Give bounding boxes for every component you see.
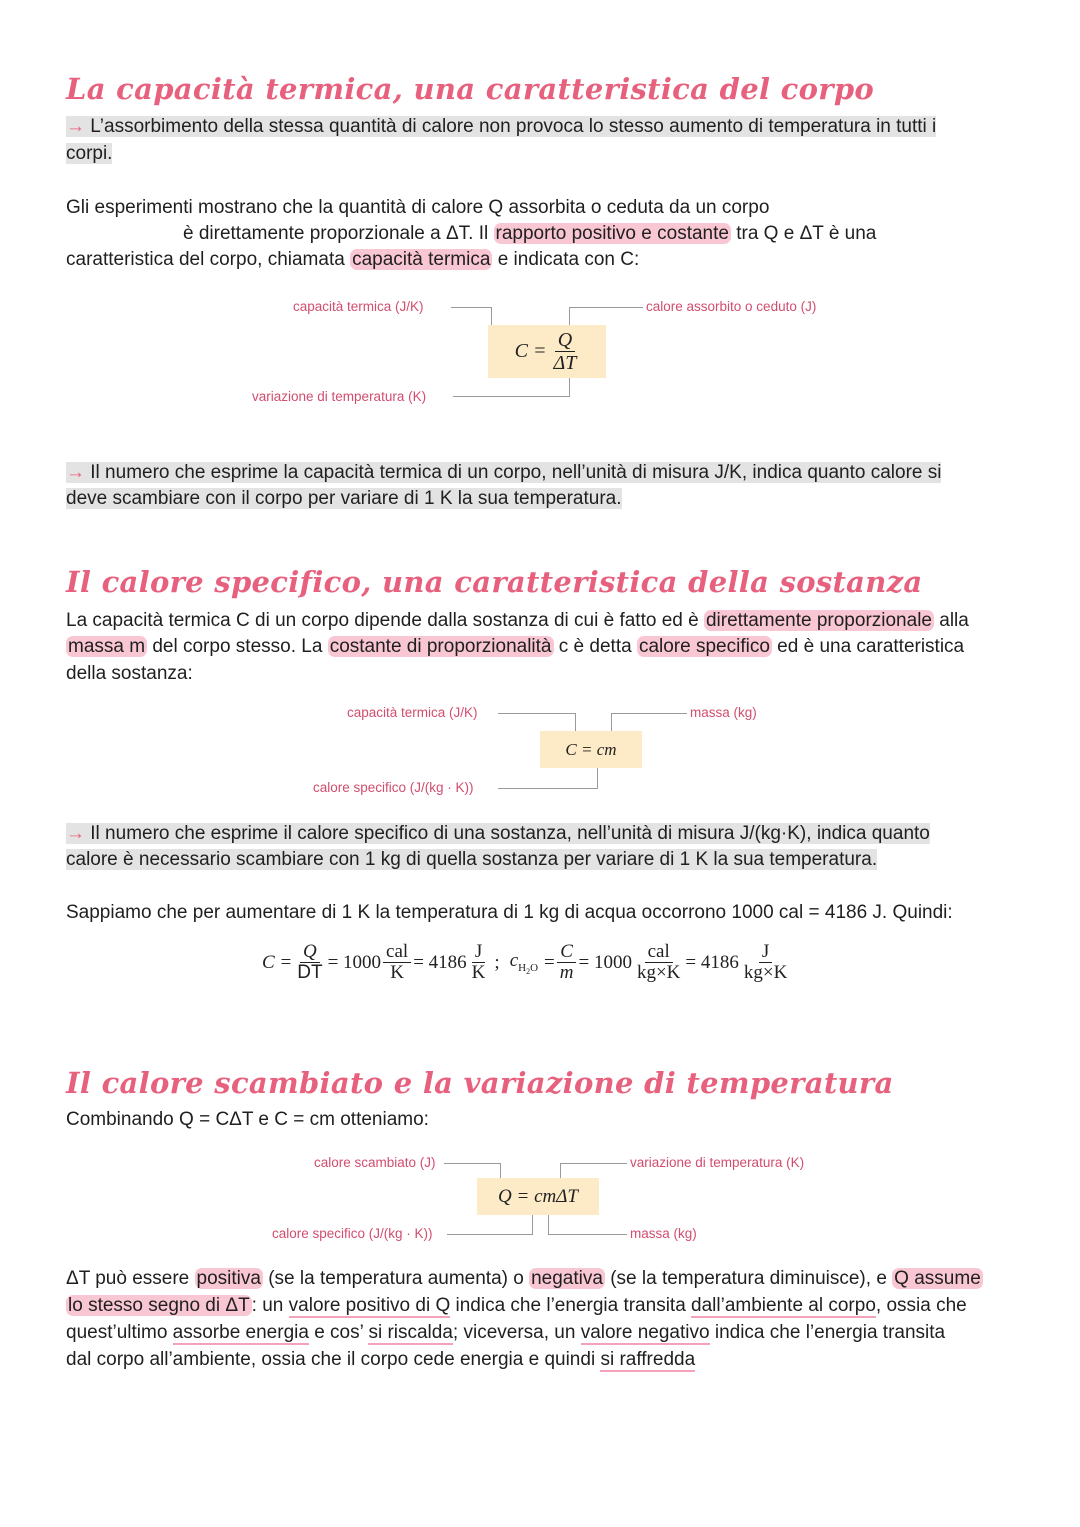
- eq-k: K: [390, 961, 404, 983]
- highlight-negative: negativa: [531, 1268, 603, 1289]
- eq-h: H: [518, 961, 527, 974]
- statement-text: L’assorbimento della stessa quantità di calore non provoca lo stesso aumento di temperatura in tutti i: [85, 116, 937, 137]
- label-temperature-change: variazione di temperatura (K): [252, 389, 427, 404]
- eq-dt: DT: [297, 961, 323, 983]
- paragraph-line: [183, 223, 876, 245]
- text: indica che l’energia transita: [450, 1295, 692, 1316]
- highlight-heat-capacity: capacità termica: [352, 249, 491, 270]
- text: (se la temperatura aumenta) o: [262, 1268, 530, 1289]
- leader-line: [498, 768, 598, 789]
- eq-c-num: C: [557, 942, 576, 963]
- text: La capacità termica C di un corpo dipende dalla sostanza di cui è fatto ed è: [66, 610, 704, 631]
- text: (se la temperatura diminuisce), e: [604, 1268, 893, 1289]
- statement-text-continued: corpi.: [66, 143, 113, 164]
- leader-line: [453, 378, 570, 397]
- text: è direttamente proporzionale a ΔT. Il: [183, 223, 494, 244]
- paragraph-line: Gli esperimenti mostrano che la quantità di calore Q assorbita o ceduta da un corpo: [66, 197, 770, 218]
- section-title-heat-exchanged: Il calore scambiato e la variazione di temperatura: [66, 1066, 894, 1100]
- paragraph-line: [66, 636, 964, 658]
- eq-q: Q: [300, 942, 320, 963]
- label-temperature-change: variazione di temperatura (K): [630, 1155, 805, 1170]
- text: : un: [251, 1295, 289, 1316]
- eq-o: O: [530, 961, 539, 974]
- label-mass: massa (kg): [630, 1226, 697, 1241]
- leader-line: [611, 713, 687, 732]
- underline-heats-up: si riscalda: [368, 1322, 453, 1343]
- text: , ossia che: [875, 1295, 967, 1316]
- text: quest’ultimo: [66, 1322, 173, 1343]
- note-line-2: [66, 849, 877, 871]
- eq-k: K: [471, 961, 486, 983]
- underline-cools-down: si raffredda: [600, 1349, 696, 1370]
- section-title-heat-capacity: La capacità termica, una caratteristica del corpo: [66, 72, 875, 106]
- eq-4186: = 4186: [413, 951, 467, 973]
- paragraph-line: della sostanza:: [66, 663, 193, 684]
- numerator: Q: [555, 330, 575, 352]
- intro-paragraph-line-2: [66, 143, 112, 165]
- highlight-directly-proportional: direttamente proporzionale: [705, 610, 932, 631]
- eq-c-symbol: c: [509, 949, 519, 971]
- text: ed è una caratteristica: [771, 636, 965, 657]
- text: c è detta: [553, 636, 637, 657]
- formula-c-equals-cm: C = cm: [540, 731, 642, 768]
- leader-line: [444, 1163, 501, 1179]
- note-line-1: [66, 462, 941, 484]
- paragraph-line: [66, 1268, 983, 1290]
- paragraph-line: [66, 1349, 695, 1371]
- eq-cal: cal: [645, 942, 673, 963]
- text: tra Q e ΔT è una: [730, 223, 877, 244]
- note-text: deve scambiare con il corpo per variare di 1 K la sua temperatura.: [66, 488, 622, 509]
- paragraph-line: [66, 249, 639, 271]
- eq-kgk: kg×K: [743, 961, 788, 983]
- formula-q-equals-cm-delta-t: Q = cmΔT: [477, 1178, 599, 1215]
- leader-line: [560, 1163, 627, 1179]
- highlight-specific-heat: calore specifico: [638, 636, 770, 657]
- formula-c: C =: [514, 340, 547, 362]
- eq-c: C =: [262, 951, 293, 973]
- formula-fraction: [550, 330, 579, 374]
- intro-paragraph-line-1: [66, 116, 936, 138]
- leader-line: [447, 1215, 533, 1235]
- leader-line: [548, 1215, 627, 1235]
- eq-equals: =: [544, 951, 555, 973]
- text: del corpo stesso. La: [147, 636, 328, 657]
- label-specific-heat: calore specifico (J/(kg · K)): [272, 1226, 433, 1241]
- formula-heat-capacity: [488, 325, 606, 378]
- text: alla: [933, 610, 969, 631]
- eq-fraction: [634, 942, 683, 984]
- eq-fraction: [294, 942, 325, 984]
- highlighted-note: [66, 462, 941, 483]
- paragraph-line: Combinando Q = CΔT e C = cm otteniamo:: [66, 1109, 429, 1130]
- underline-environment-to-body: dall’ambiente al corpo: [691, 1295, 876, 1316]
- eq-1000: = 1000: [578, 951, 632, 973]
- note-line-2: [66, 488, 622, 510]
- eq-fraction: [557, 942, 577, 984]
- text: dal corpo all’ambiente, ossia che il corpo cede energia e quindi: [66, 1349, 601, 1370]
- highlight-positive: positiva: [196, 1268, 261, 1289]
- eq-c-h2o: [510, 950, 538, 976]
- text: ; viceversa, un: [452, 1322, 581, 1343]
- highlight-ratio: rapporto positivo e costante: [495, 223, 729, 244]
- leader-line: [569, 307, 643, 326]
- arrow-icon: →: [66, 116, 85, 137]
- eq-j: J: [759, 942, 772, 963]
- note-text: Il numero che esprime la capacità termica di un corpo, nell’unità di misura J/K, indica quanto calore si: [85, 462, 942, 483]
- label-heat-capacity: capacità termica (J/K): [347, 705, 478, 720]
- text: ΔT può essere: [66, 1268, 195, 1289]
- leader-line: [451, 307, 492, 326]
- underline-positive-value: valore positivo di Q: [288, 1295, 451, 1316]
- note-text: calore è necessario scambiare con 1 kg di quella sostanza per variare di 1 K la sua temperatura.: [66, 849, 878, 870]
- underline-negative-value: valore negativo: [580, 1322, 710, 1343]
- label-heat-capacity: capacità termica (J/K): [293, 299, 424, 314]
- eq-2: 2: [526, 966, 531, 976]
- eq-4186: = 4186: [685, 951, 739, 973]
- text: indica che l’energia transita: [709, 1322, 946, 1343]
- water-specific-heat-equation: [262, 942, 790, 984]
- highlight-constant: costante di proporzionalità: [329, 636, 552, 657]
- note-text: Il numero che esprime il calore specifico di una sostanza, nell’unità di misura J/(kg·K), indica quanto: [85, 823, 930, 844]
- eq-j: J: [472, 942, 485, 963]
- eq-semicolon: ;: [494, 951, 500, 973]
- note-line-1: [66, 823, 930, 845]
- eq-cal: cal: [383, 942, 411, 963]
- underline-absorbs-energy: assorbe energia: [172, 1322, 309, 1343]
- label-heat-exchanged: calore scambiato (J): [314, 1155, 436, 1170]
- label-heat-absorbed: calore assorbito o ceduto (J): [646, 299, 817, 314]
- eq-m: m: [559, 961, 574, 983]
- label-specific-heat: calore specifico (J/(kg · K)): [313, 780, 474, 795]
- highlight-q-assumes: Q assume: [894, 1268, 981, 1289]
- highlighted-note: [66, 823, 930, 844]
- eq-1000: = 1000: [327, 951, 382, 973]
- leader-line: [498, 713, 576, 732]
- arrow-icon: →: [66, 823, 85, 844]
- denominator: ΔT: [553, 351, 577, 374]
- eq-fraction: [469, 942, 489, 984]
- paragraph-line: [66, 1295, 967, 1317]
- paragraph-line: [66, 1322, 945, 1344]
- highlight-same-sign: lo stesso segno di ΔT: [68, 1295, 250, 1316]
- text: caratteristica del corpo, chiamata: [66, 249, 351, 270]
- section-title-specific-heat: Il calore specifico, una caratteristica della sostanza: [66, 565, 923, 599]
- text: e indicata con C:: [492, 249, 640, 270]
- text: e cos’: [308, 1322, 369, 1343]
- label-mass: massa (kg): [690, 705, 757, 720]
- eq-fraction: [383, 942, 411, 984]
- eq-kgk: kg×K: [636, 961, 681, 983]
- arrow-icon: →: [66, 462, 85, 483]
- water-paragraph: Sappiamo che per aumentare di 1 K la temperatura di 1 kg di acqua occorrono 1000 cal = 4186 J. Quindi:: [66, 902, 953, 923]
- highlighted-statement: [66, 116, 936, 137]
- eq-fraction: [741, 942, 790, 984]
- paragraph-line: [66, 610, 969, 632]
- highlight-mass: massa m: [68, 636, 146, 657]
